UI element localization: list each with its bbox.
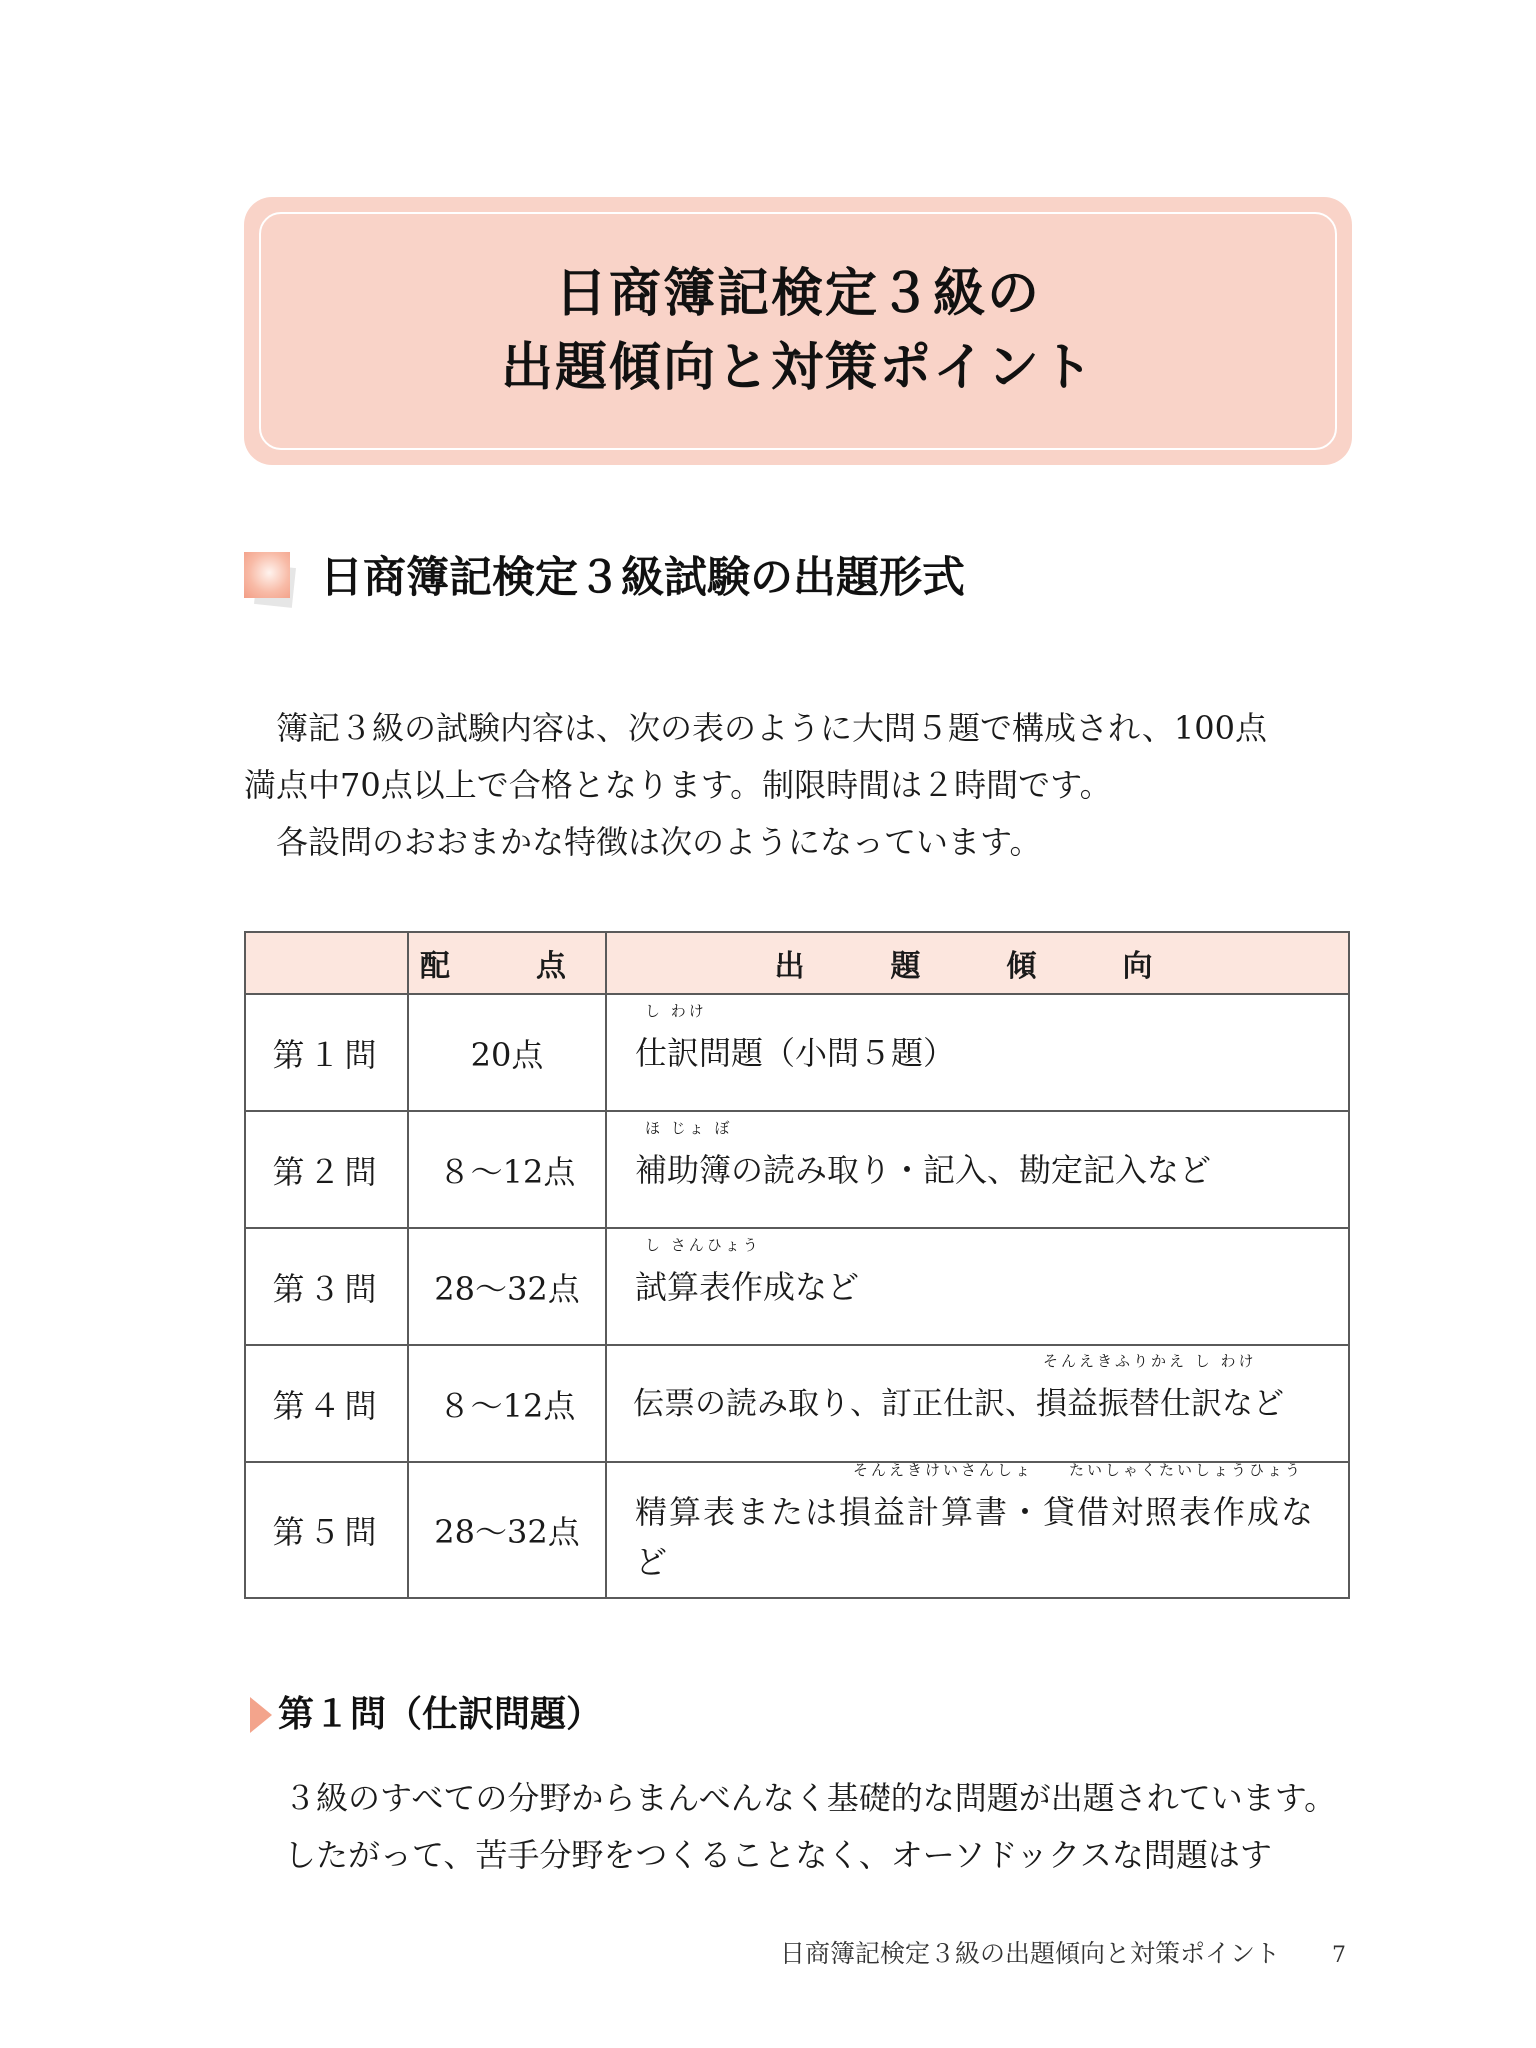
table-header-trend: 出 題 傾 向 [606,932,1349,994]
trend-text-wrap [635,1235,860,1312]
question-points: 28～32点 [408,1462,606,1598]
furigana: し わけ [645,1001,707,1020]
title-banner-inner [259,212,1337,450]
body-line-2: したがって、苦手分野をつくることなく、オーソドックスな問題はす [284,1836,1272,1874]
question-points: ８～12点 [408,1345,606,1462]
question-trend-cell [606,994,1349,1111]
subsection-heading [250,1690,602,1740]
question-trend: 補助簿の読み取り・記入、勘定記入など [635,1150,1212,1189]
subsection-title: 第１問（仕訳問題） [278,1694,603,1735]
exam-format-table [244,931,1350,1599]
page-title-line-1: 日商簿記検定３級の [554,264,1041,324]
question-points: ８～12点 [408,1111,606,1228]
furigana: そんえきふりかえ し わけ [1043,1352,1257,1370]
table-row [245,1228,1349,1345]
intro-line-3: 各設問のおおまかな特徴は次のようになっています。 [244,823,1042,861]
table-row [245,994,1349,1111]
furigana: し さんひょう [645,1235,761,1254]
question-points: 28～32点 [408,1228,606,1345]
trend-text-wrap [633,1352,1284,1429]
question-number: 第５問 [245,1462,408,1598]
table-row [245,1462,1349,1598]
question-trend: 伝票の読み取り、訂正仕訳、損益振替仕訳など [633,1386,1284,1422]
triangle-bullet-icon [250,1697,272,1733]
table-row [245,1345,1349,1462]
trend-text-wrap [635,1001,956,1078]
running-footer: 日商簿記検定３級の出題傾向と対策ポイント [780,1939,1281,1968]
intro-line-1: 簿記３級の試験内容は、次の表のように大問５題で構成され、100点 [244,709,1267,747]
page-number: 7 [1332,1943,1346,1968]
trend-text-wrap [635,1118,1212,1195]
page-title-line-2: 出題傾向と対策ポイント [500,338,1095,398]
title-banner [244,197,1352,465]
table-header-points: 配 点 [408,932,606,994]
table-header-row [245,932,1349,994]
question-number: 第４問 [245,1345,408,1462]
table-row [245,1111,1349,1228]
question-trend-cell [606,1111,1349,1228]
question-trend: 仕訳問題（小問５題） [635,1033,956,1072]
table-header-blank [245,932,408,994]
question-trend-cell [606,1228,1349,1345]
question-number: 第３問 [245,1228,408,1345]
trend-text-wrap [635,1461,1324,1587]
body-line-1: ３級のすべての分野からまんべんなく基礎的な問題が出題されています。 [284,1779,1337,1817]
question-number: 第１問 [245,994,408,1111]
section-title: 日商簿記検定３級試験の出題形式 [320,553,965,603]
question-trend: 精算表または損益計算書・貸借対照表作成など [635,1493,1316,1581]
section-square-icon [244,552,290,598]
furigana: ほ じょ ぼ [645,1118,733,1137]
question-trend-cell [606,1462,1349,1598]
question-trend: 試算表作成など [635,1267,860,1306]
question-trend-cell [606,1345,1349,1462]
question-points: 20点 [408,994,606,1111]
furigana: そんえきけいさんしょ たいしゃくたいしょうひょう [853,1461,1304,1479]
section-square-icon-face [244,552,290,598]
question-number: 第２問 [245,1111,408,1228]
intro-line-2: 満点中70点以上で合格となります。制限時間は２時間です。 [244,766,1112,804]
